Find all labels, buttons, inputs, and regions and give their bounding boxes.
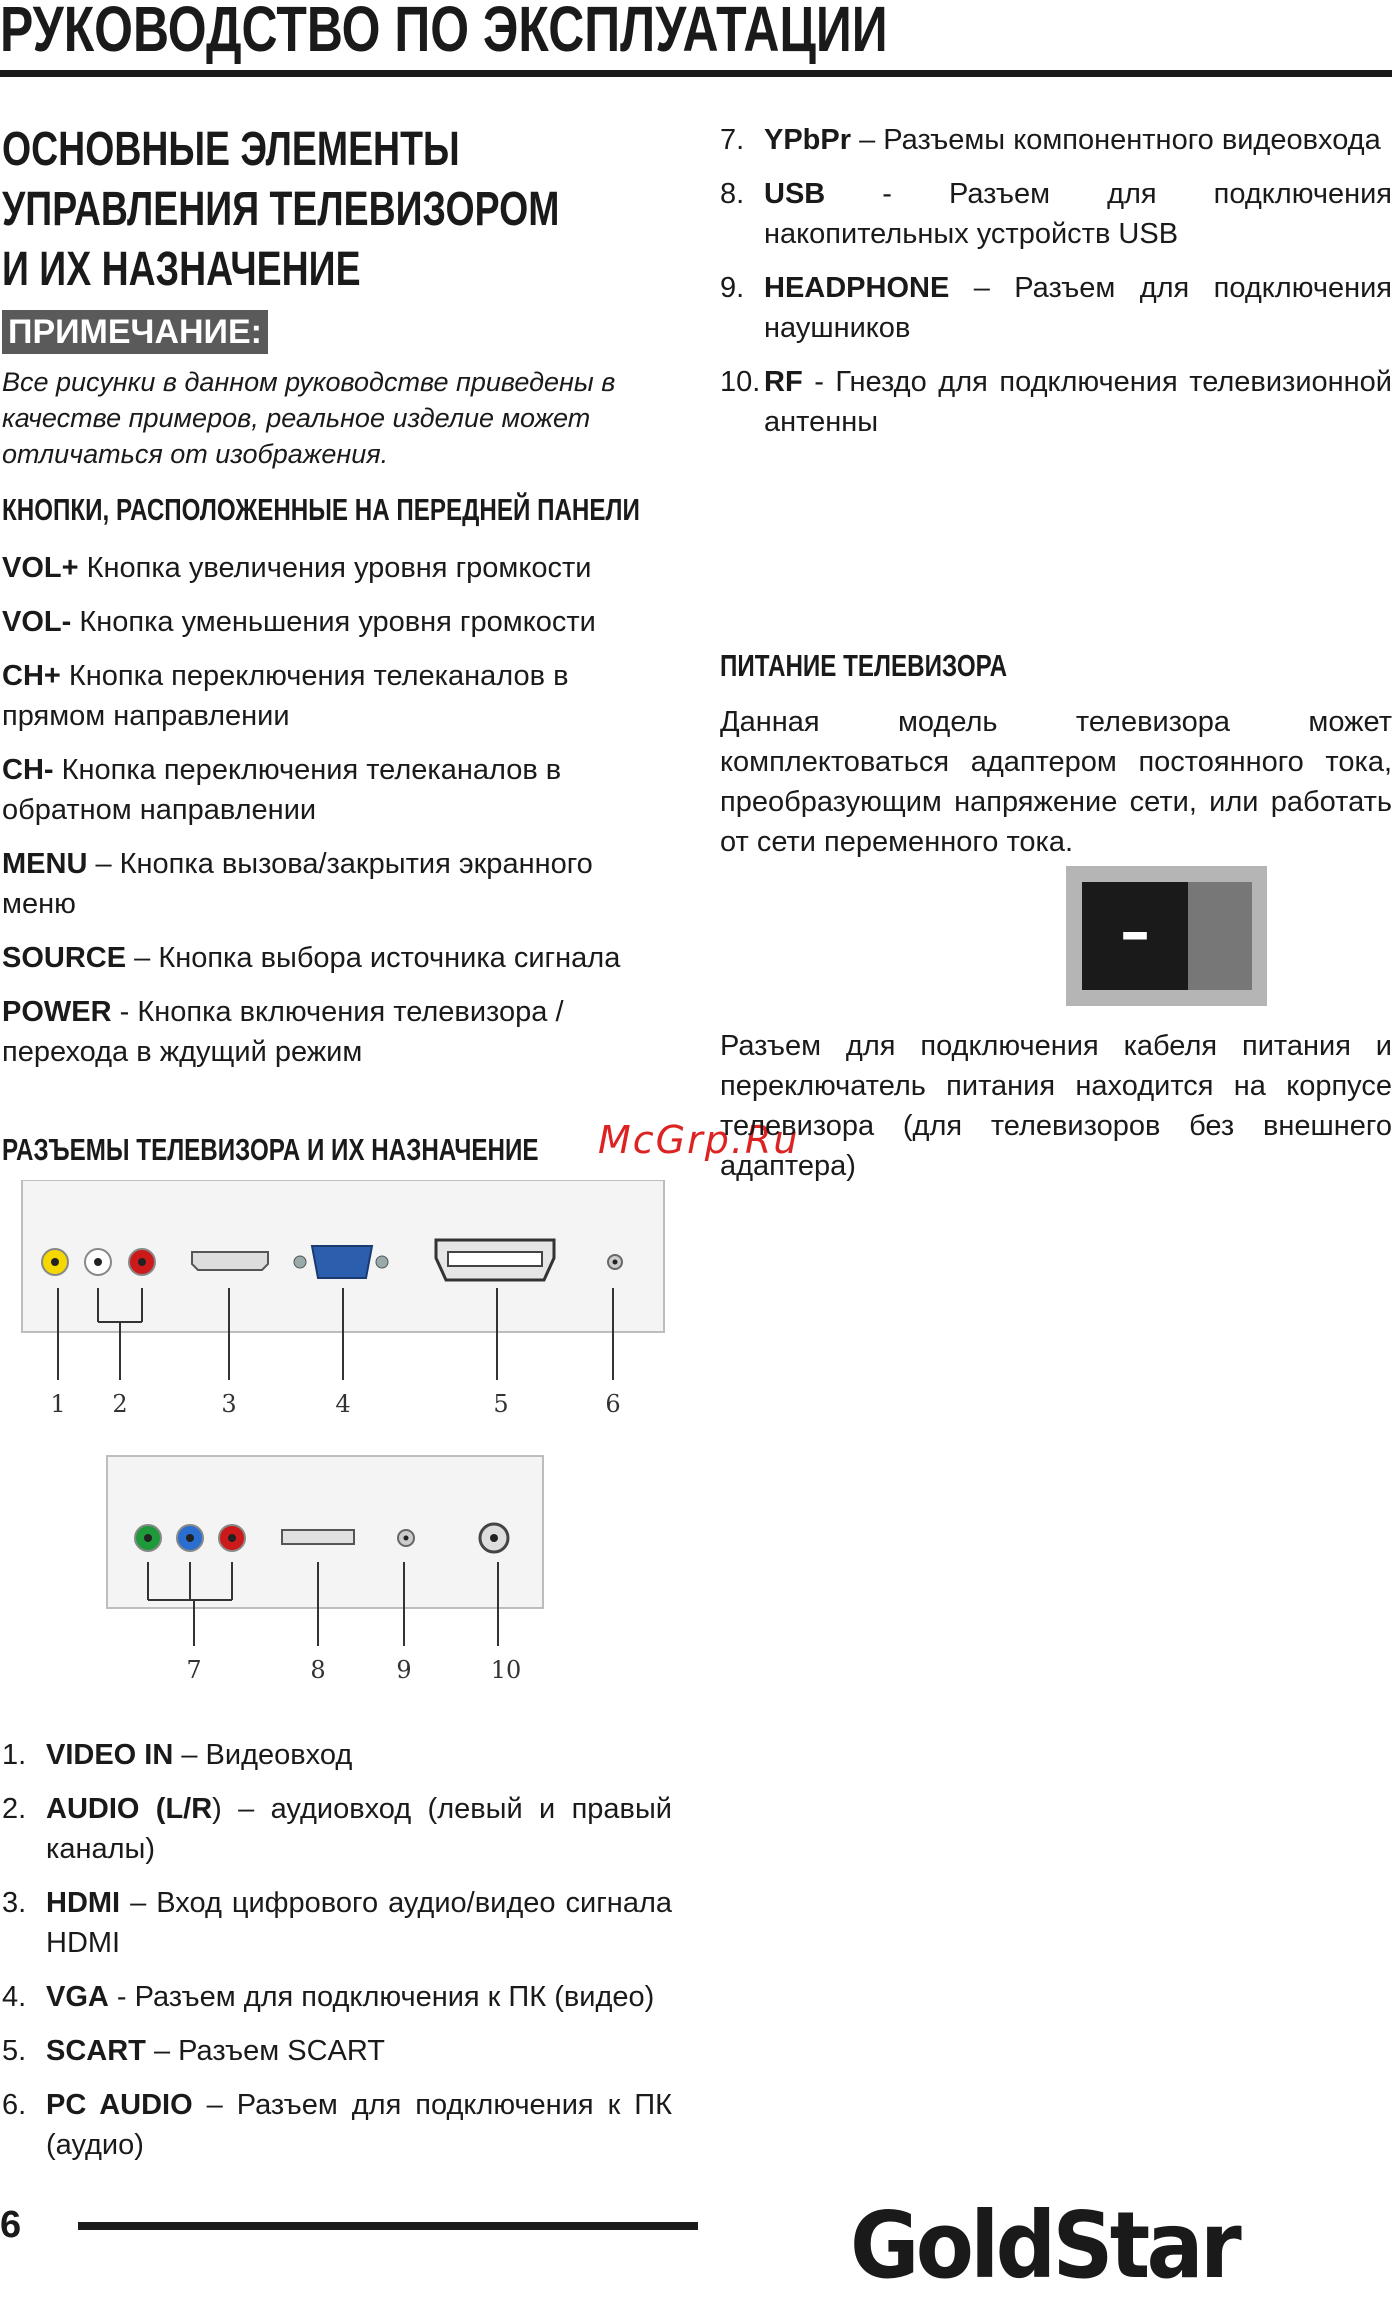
- power-text-2: Разъем для подключения кабеля питания и переключатель питания находится на корпусе телевизора (для телевизоров без внешнего адаптера): [720, 1030, 1392, 1182]
- connector-item-3: 3. HDMI – Вход цифрового аудио/видео сигнала HDMI: [2, 1887, 672, 1959]
- connectors-list-left: [2, 1735, 672, 2179]
- note-label: ПРИМЕЧАНИЕ:: [2, 310, 268, 354]
- connector-item-10: 10. RF - Гнездо для подключения телевизионной антенны: [720, 366, 1392, 438]
- power-switch-symbol: –: [1120, 897, 1150, 967]
- connector-label-9: 9: [396, 1656, 412, 1684]
- connector-item-7: 7. YPbPr – Разъемы компонентного видеовхода: [720, 124, 1381, 156]
- right-column: [720, 120, 1392, 1182]
- button-ch-plus: CH+ Кнопка переключения телеканалов в прямом направлении: [2, 660, 569, 732]
- main-heading: [2, 120, 672, 300]
- front-panel-heading-wrap: [2, 492, 672, 534]
- main-heading-line-1: ОСНОВНЫЕ ЭЛЕМЕНТЫ: [2, 123, 460, 176]
- power-heading: ПИТАНИЕ ТЕЛЕВИЗОРА: [720, 648, 1008, 683]
- power-switch-illustration: [1066, 866, 1267, 1006]
- usb-port: [282, 1530, 354, 1544]
- watermark: McGrp.Ru: [598, 1118, 800, 1162]
- hdmi-port: [192, 1252, 268, 1270]
- power-section: [720, 648, 1392, 862]
- header-rule: [0, 70, 1392, 77]
- top-panel: [22, 1180, 664, 1380]
- page-number: 6: [0, 2204, 22, 2246]
- connector-label-3: 3: [221, 1390, 237, 1418]
- button-source: SOURCE – Кнопка выбора источника сигнала: [2, 942, 621, 974]
- front-panel-list: [2, 548, 672, 1072]
- connector-label-5: 5: [493, 1390, 509, 1418]
- left-column: [2, 120, 672, 1172]
- connectors-diagram: [0, 1180, 700, 1700]
- connector-label-2: 2: [112, 1390, 128, 1418]
- connector-item-5: 5. SCART – Разъем SCART: [2, 2035, 385, 2067]
- connector-label-4: 4: [335, 1390, 351, 1418]
- power-text-1: Данная модель телевизора может комплектоваться адаптером постоянного тока, преобразующим напряжение сети, или работать от сети переменного тока.: [720, 706, 1392, 858]
- connector-label-8: 8: [310, 1656, 326, 1684]
- note-text: Все рисунки в данном руководстве приведены в качестве примеров, реальное изделие может отличаться от изображения.: [2, 367, 616, 469]
- connector-item-2: 2. AUDIO (L/R) – аудиовход (левый и правый каналы): [2, 1793, 672, 1865]
- connector-item-6: 6. PC AUDIO – Разъем для подключения к ПК (аудио): [2, 2089, 672, 2161]
- front-panel-heading: КНОПКИ, РАСПОЛОЖЕННЫЕ НА ПЕРЕДНЕЙ ПАНЕЛИ: [2, 492, 640, 527]
- power-heading-wrap: [720, 648, 1392, 692]
- button-power: POWER - Кнопка включения телевизора / перехода в ждущий режим: [2, 996, 564, 1068]
- connector-label-7: 7: [186, 1656, 202, 1684]
- bottom-panel: [107, 1456, 543, 1646]
- button-vol-plus: VOL+ Кнопка увеличения уровня громкости: [2, 552, 592, 584]
- button-vol-minus: VOL- Кнопка уменьшения уровня громкости: [2, 606, 596, 638]
- connector-item-4: 4. VGA - Разъем для подключения к ПК (видео): [2, 1981, 655, 2013]
- button-menu: MENU – Кнопка вызова/закрытия экранного меню: [2, 848, 593, 920]
- connectors-heading-wrap: [2, 1132, 672, 1172]
- main-heading-line-3: И ИХ НАЗНАЧЕНИЕ: [2, 243, 361, 296]
- connector-label-1: 1: [50, 1390, 66, 1418]
- connector-label-6: 6: [605, 1390, 621, 1418]
- connector-label-10: 10: [490, 1656, 522, 1684]
- footer-rule: [78, 2222, 698, 2230]
- connector-item-1: 1. VIDEO IN – Видеовход: [2, 1739, 353, 1771]
- connectors-heading: РАЗЪЕМЫ ТЕЛЕВИЗОРА И ИХ НАЗНАЧЕНИЕ: [2, 1132, 539, 1167]
- main-heading-line-2: УПРАВЛЕНИЯ ТЕЛЕВИЗОРОМ: [2, 183, 560, 236]
- connector-item-8: 8. USB - Разъем для подключения накопительных устройств USB: [720, 178, 1392, 250]
- connector-item-9: 9. HEADPHONE – Разъем для подключения наушников: [720, 272, 1392, 344]
- brand-logo: GoldStar: [850, 2192, 1239, 2299]
- button-ch-minus: CH- Кнопка переключения телеканалов в обратном направлении: [2, 754, 562, 826]
- connectors-list-right: [720, 120, 1392, 442]
- scart-port: [436, 1240, 554, 1280]
- page-header-title: РУКОВОДСТВО ПО ЭКСПЛУАТАЦИИ: [0, 0, 888, 65]
